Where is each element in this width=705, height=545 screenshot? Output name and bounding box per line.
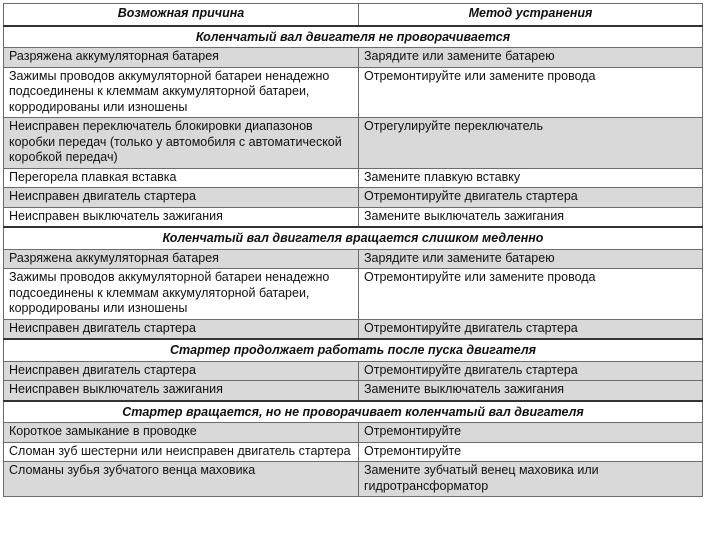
fix-cell: Замените выключатель зажигания [359, 207, 703, 227]
table-row [4, 361, 703, 381]
section-title: Коленчатый вал двигателя вращается слишком медленно [4, 227, 703, 249]
troubleshooting-document [3, 3, 702, 497]
cause-cell: Разряжена аккумуляторная батарея [4, 249, 359, 269]
section-title: Стартер продолжает работать после пуска двигателя [4, 339, 703, 361]
fix-cell: Отремонтируйте [359, 442, 703, 462]
section-header-row [4, 26, 703, 48]
fix-cell: Отремонтируйте двигатель стартера [359, 361, 703, 381]
fix-cell: Замените плавкую вставку [359, 168, 703, 188]
table-row [4, 319, 703, 339]
fix-cell: Замените зубчатый венец маховика или гидротрансформатор [359, 462, 703, 497]
fix-cell: Замените выключатель зажигания [359, 381, 703, 401]
cause-cell: Неисправен переключатель блокировки диапазонов коробки передач (только у автомобиля с автоматической коробкой передач) [4, 118, 359, 169]
cause-cell: Перегорела плавкая вставка [4, 168, 359, 188]
table-row [4, 207, 703, 227]
section-header-row [4, 401, 703, 423]
fix-cell: Отремонтируйте или замените провода [359, 269, 703, 320]
table-row [4, 188, 703, 208]
cause-cell: Сломаны зубья зубчатого венца маховика [4, 462, 359, 497]
header-fix: Метод устранения [359, 4, 703, 26]
table-row [4, 442, 703, 462]
fix-cell: Отремонтируйте двигатель стартера [359, 319, 703, 339]
section-title: Коленчатый вал двигателя не проворачивается [4, 26, 703, 48]
cause-cell: Сломан зуб шестерни или неисправен двигатель стартера [4, 442, 359, 462]
table-row [4, 381, 703, 401]
section-header-row [4, 339, 703, 361]
cause-cell: Неисправен выключатель зажигания [4, 381, 359, 401]
cause-cell: Неисправен выключатель зажигания [4, 207, 359, 227]
cause-cell: Короткое замыкание в проводке [4, 423, 359, 443]
fix-cell: Отремонтируйте двигатель стартера [359, 188, 703, 208]
table-row [4, 118, 703, 169]
table-row [4, 168, 703, 188]
header-cause: Возможная причина [4, 4, 359, 26]
table-body [4, 26, 703, 497]
fix-cell: Отрегулируйте переключатель [359, 118, 703, 169]
fix-cell: Зарядите или замените батарею [359, 48, 703, 68]
fix-cell: Отремонтируйте или замените провода [359, 67, 703, 118]
cause-cell: Зажимы проводов аккумуляторной батареи ненадежно подсоединены к клеммам аккумуляторной батареи, корродированы или изношены [4, 67, 359, 118]
table-row [4, 249, 703, 269]
cause-cell: Неисправен двигатель стартера [4, 319, 359, 339]
cause-cell: Зажимы проводов аккумуляторной батареи ненадежно подсоединены к клеммам аккумуляторной батареи, корродированы или изношены [4, 269, 359, 320]
header-row [4, 4, 703, 26]
table-row [4, 423, 703, 443]
table-row [4, 48, 703, 68]
table-row [4, 462, 703, 497]
table-row [4, 67, 703, 118]
fix-cell: Отремонтируйте [359, 423, 703, 443]
section-header-row [4, 227, 703, 249]
troubleshooting-table [3, 3, 703, 497]
cause-cell: Неисправен двигатель стартера [4, 188, 359, 208]
fix-cell: Зарядите или замените батарею [359, 249, 703, 269]
cause-cell: Разряжена аккумуляторная батарея [4, 48, 359, 68]
section-title: Стартер вращается, но не проворачивает коленчатый вал двигателя [4, 401, 703, 423]
table-row [4, 269, 703, 320]
cause-cell: Неисправен двигатель стартера [4, 361, 359, 381]
